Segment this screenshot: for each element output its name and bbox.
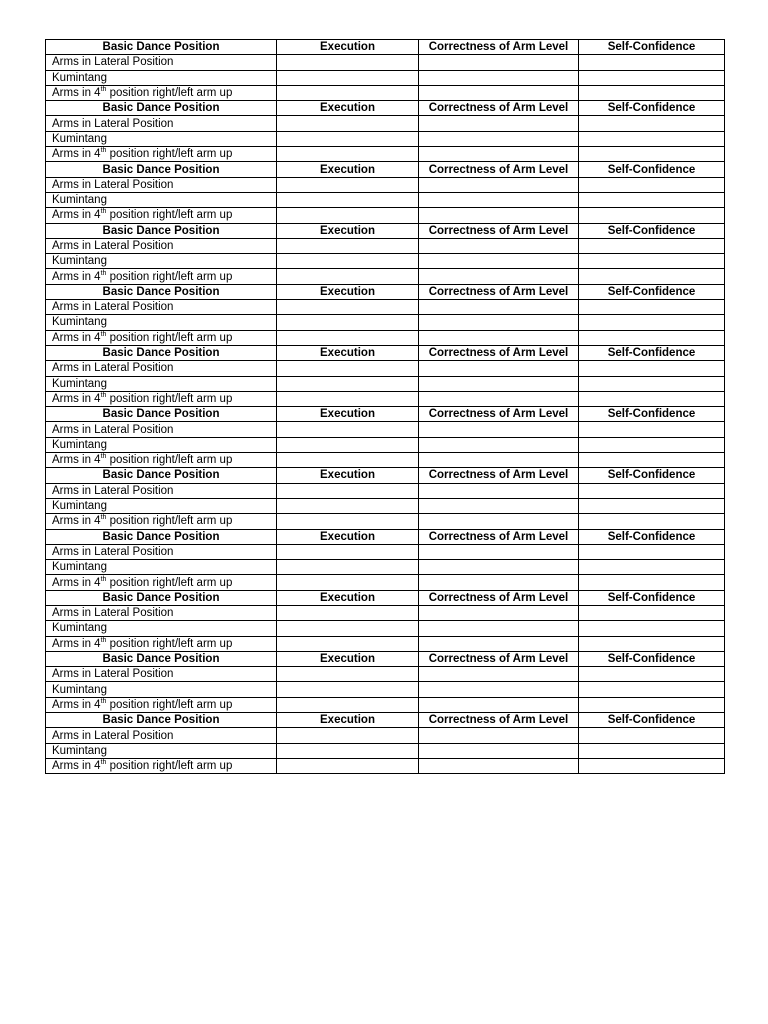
execution-score-cell[interactable] bbox=[277, 544, 419, 559]
execution-score-cell[interactable] bbox=[277, 192, 419, 207]
self-confidence-score-cell[interactable] bbox=[579, 743, 725, 758]
rubric-position-row bbox=[46, 544, 725, 559]
column-header: Correctness of Arm Level bbox=[419, 713, 579, 728]
self-confidence-score-cell[interactable] bbox=[579, 147, 725, 162]
column-header: Execution bbox=[277, 529, 419, 544]
dance-position-label bbox=[46, 391, 277, 406]
dance-position-text-rest: position right/left arm up bbox=[106, 760, 233, 773]
rubric-position-row bbox=[46, 667, 725, 682]
self-confidence-score-cell[interactable] bbox=[579, 238, 725, 253]
execution-score-cell[interactable] bbox=[277, 177, 419, 192]
arm-level-score-cell[interactable] bbox=[419, 682, 579, 697]
column-header: Basic Dance Position bbox=[46, 529, 277, 544]
self-confidence-score-cell[interactable] bbox=[579, 391, 725, 406]
dance-position-label bbox=[46, 208, 277, 223]
arm-level-score-cell[interactable] bbox=[419, 453, 579, 468]
rubric-position-row bbox=[46, 453, 725, 468]
arm-level-score-cell[interactable] bbox=[419, 422, 579, 437]
arm-level-score-cell[interactable] bbox=[419, 636, 579, 651]
execution-score-cell[interactable] bbox=[277, 621, 419, 636]
execution-score-cell[interactable] bbox=[277, 70, 419, 85]
arm-level-score-cell[interactable] bbox=[419, 391, 579, 406]
arm-level-score-cell[interactable] bbox=[419, 55, 579, 70]
rubric-position-row bbox=[46, 238, 725, 253]
rubric-header-row bbox=[46, 468, 725, 483]
self-confidence-score-cell[interactable] bbox=[579, 498, 725, 513]
dance-position-text-rest: position right/left arm up bbox=[106, 87, 233, 100]
dance-position-label: Arms in Lateral Position bbox=[46, 605, 277, 620]
rubric-position-row bbox=[46, 697, 725, 712]
rubric-position-row bbox=[46, 330, 725, 345]
ordinal-suffix: th bbox=[100, 514, 107, 522]
arm-level-score-cell[interactable] bbox=[419, 192, 579, 207]
dance-position-label bbox=[46, 330, 277, 345]
arm-level-score-cell[interactable] bbox=[419, 254, 579, 269]
rubric-position-row bbox=[46, 147, 725, 162]
self-confidence-score-cell[interactable] bbox=[579, 636, 725, 651]
column-header: Basic Dance Position bbox=[46, 40, 277, 55]
arm-level-score-cell[interactable] bbox=[419, 361, 579, 376]
execution-score-cell[interactable] bbox=[277, 636, 419, 651]
dance-position-label: Kumintang bbox=[46, 560, 277, 575]
column-header: Self-Confidence bbox=[579, 345, 725, 360]
rubric-position-row bbox=[46, 55, 725, 70]
rubric-header-row bbox=[46, 101, 725, 116]
self-confidence-score-cell[interactable] bbox=[579, 728, 725, 743]
dance-position-label bbox=[46, 514, 277, 529]
rubric-position-row bbox=[46, 483, 725, 498]
self-confidence-score-cell[interactable] bbox=[579, 177, 725, 192]
arm-level-score-cell[interactable] bbox=[419, 330, 579, 345]
self-confidence-score-cell[interactable] bbox=[579, 437, 725, 452]
self-confidence-score-cell[interactable] bbox=[579, 422, 725, 437]
self-confidence-score-cell[interactable] bbox=[579, 376, 725, 391]
arm-level-score-cell[interactable] bbox=[419, 437, 579, 452]
rubric-position-row bbox=[46, 560, 725, 575]
rubric-position-row bbox=[46, 254, 725, 269]
arm-level-score-cell[interactable] bbox=[419, 116, 579, 131]
column-header: Self-Confidence bbox=[579, 40, 725, 55]
ordinal-suffix: th bbox=[100, 330, 107, 338]
dance-position-label: Arms in Lateral Position bbox=[46, 483, 277, 498]
arm-level-score-cell[interactable] bbox=[419, 131, 579, 146]
dance-position-label bbox=[46, 697, 277, 712]
arm-level-score-cell[interactable] bbox=[419, 697, 579, 712]
column-header: Basic Dance Position bbox=[46, 407, 277, 422]
column-header: Correctness of Arm Level bbox=[419, 101, 579, 116]
arm-level-score-cell[interactable] bbox=[419, 269, 579, 284]
ordinal-suffix: th bbox=[100, 759, 107, 767]
column-header: Execution bbox=[277, 101, 419, 116]
dance-position-text: Arms in 4 bbox=[52, 331, 101, 344]
dance-position-label: Arms in Lateral Position bbox=[46, 361, 277, 376]
dance-position-label bbox=[46, 147, 277, 162]
execution-score-cell[interactable] bbox=[277, 208, 419, 223]
arm-level-score-cell[interactable] bbox=[419, 621, 579, 636]
column-header: Basic Dance Position bbox=[46, 590, 277, 605]
dance-position-label: Arms in Lateral Position bbox=[46, 238, 277, 253]
rubric-header-row bbox=[46, 407, 725, 422]
ordinal-suffix: th bbox=[100, 575, 107, 583]
column-header: Basic Dance Position bbox=[46, 284, 277, 299]
column-header: Execution bbox=[277, 468, 419, 483]
execution-score-cell[interactable] bbox=[277, 514, 419, 529]
rubric-position-row bbox=[46, 376, 725, 391]
rubric-position-row bbox=[46, 300, 725, 315]
dance-position-label: Kumintang bbox=[46, 315, 277, 330]
self-confidence-score-cell[interactable] bbox=[579, 361, 725, 376]
rubric-position-row bbox=[46, 682, 725, 697]
rubric-position-row bbox=[46, 621, 725, 636]
arm-level-score-cell[interactable] bbox=[419, 560, 579, 575]
column-header: Basic Dance Position bbox=[46, 345, 277, 360]
rubric-table-body bbox=[46, 40, 725, 774]
column-header: Self-Confidence bbox=[579, 284, 725, 299]
execution-score-cell[interactable] bbox=[277, 697, 419, 712]
arm-level-score-cell[interactable] bbox=[419, 70, 579, 85]
arm-level-score-cell[interactable] bbox=[419, 147, 579, 162]
column-header: Correctness of Arm Level bbox=[419, 407, 579, 422]
column-header: Execution bbox=[277, 651, 419, 666]
ordinal-suffix: th bbox=[100, 636, 107, 644]
arm-level-score-cell[interactable] bbox=[419, 758, 579, 773]
dance-position-label: Kumintang bbox=[46, 376, 277, 391]
column-header: Execution bbox=[277, 40, 419, 55]
dance-position-label: Kumintang bbox=[46, 682, 277, 697]
arm-level-score-cell[interactable] bbox=[419, 544, 579, 559]
dance-position-label bbox=[46, 269, 277, 284]
column-header: Self-Confidence bbox=[579, 223, 725, 238]
self-confidence-score-cell[interactable] bbox=[579, 682, 725, 697]
dance-position-text: Arms in 4 bbox=[52, 392, 101, 405]
rubric-position-row bbox=[46, 498, 725, 513]
dance-position-label bbox=[46, 758, 277, 773]
ordinal-suffix: th bbox=[100, 269, 107, 277]
rubric-position-row bbox=[46, 315, 725, 330]
arm-level-score-cell[interactable] bbox=[419, 514, 579, 529]
rubric-header-row bbox=[46, 529, 725, 544]
self-confidence-score-cell[interactable] bbox=[579, 315, 725, 330]
dance-position-label: Arms in Lateral Position bbox=[46, 55, 277, 70]
dance-position-text: Arms in 4 bbox=[52, 270, 101, 283]
rubric-header-row bbox=[46, 651, 725, 666]
dance-position-label bbox=[46, 575, 277, 590]
dance-position-text: Arms in 4 bbox=[52, 698, 101, 711]
self-confidence-score-cell[interactable] bbox=[579, 758, 725, 773]
column-header: Execution bbox=[277, 284, 419, 299]
execution-score-cell[interactable] bbox=[277, 758, 419, 773]
rubric-position-row bbox=[46, 116, 725, 131]
column-header: Execution bbox=[277, 162, 419, 177]
ordinal-suffix: th bbox=[100, 392, 107, 400]
dance-position-text: Arms in 4 bbox=[52, 760, 101, 773]
dance-position-text: Arms in 4 bbox=[52, 637, 101, 650]
dance-position-label: Kumintang bbox=[46, 131, 277, 146]
self-confidence-score-cell[interactable] bbox=[579, 330, 725, 345]
self-confidence-score-cell[interactable] bbox=[579, 575, 725, 590]
rubric-header-row bbox=[46, 162, 725, 177]
column-header: Self-Confidence bbox=[579, 407, 725, 422]
rubric-position-row bbox=[46, 391, 725, 406]
dance-position-label: Arms in Lateral Position bbox=[46, 177, 277, 192]
dance-position-label: Kumintang bbox=[46, 254, 277, 269]
execution-score-cell[interactable] bbox=[277, 55, 419, 70]
execution-score-cell[interactable] bbox=[277, 498, 419, 513]
column-header: Execution bbox=[277, 223, 419, 238]
dance-position-text: Arms in 4 bbox=[52, 515, 101, 528]
column-header: Correctness of Arm Level bbox=[419, 284, 579, 299]
rubric-position-row bbox=[46, 437, 725, 452]
rubric-position-row bbox=[46, 70, 725, 85]
rubric-position-row bbox=[46, 575, 725, 590]
execution-score-cell[interactable] bbox=[277, 422, 419, 437]
dance-position-text: Arms in 4 bbox=[52, 454, 101, 467]
arm-level-score-cell[interactable] bbox=[419, 238, 579, 253]
dance-position-label bbox=[46, 636, 277, 651]
dance-position-label: Kumintang bbox=[46, 70, 277, 85]
rubric-position-row bbox=[46, 361, 725, 376]
dance-position-label: Kumintang bbox=[46, 621, 277, 636]
self-confidence-score-cell[interactable] bbox=[579, 544, 725, 559]
self-confidence-score-cell[interactable] bbox=[579, 131, 725, 146]
column-header: Correctness of Arm Level bbox=[419, 345, 579, 360]
column-header: Basic Dance Position bbox=[46, 713, 277, 728]
column-header: Correctness of Arm Level bbox=[419, 40, 579, 55]
execution-score-cell[interactable] bbox=[277, 453, 419, 468]
column-header: Self-Confidence bbox=[579, 101, 725, 116]
rubric-table bbox=[45, 39, 725, 774]
dance-position-text-rest: position right/left arm up bbox=[106, 698, 233, 711]
arm-level-score-cell[interactable] bbox=[419, 498, 579, 513]
rubric-header-row bbox=[46, 590, 725, 605]
execution-score-cell[interactable] bbox=[277, 728, 419, 743]
rubric-position-row bbox=[46, 85, 725, 100]
rubric-position-row bbox=[46, 636, 725, 651]
self-confidence-score-cell[interactable] bbox=[579, 208, 725, 223]
execution-score-cell[interactable] bbox=[277, 300, 419, 315]
self-confidence-score-cell[interactable] bbox=[579, 70, 725, 85]
dance-position-text-rest: position right/left arm up bbox=[106, 637, 233, 650]
execution-score-cell[interactable] bbox=[277, 376, 419, 391]
self-confidence-score-cell[interactable] bbox=[579, 300, 725, 315]
self-confidence-score-cell[interactable] bbox=[579, 514, 725, 529]
ordinal-suffix: th bbox=[100, 86, 107, 94]
self-confidence-score-cell[interactable] bbox=[579, 621, 725, 636]
arm-level-score-cell[interactable] bbox=[419, 376, 579, 391]
column-header: Basic Dance Position bbox=[46, 468, 277, 483]
column-header: Execution bbox=[277, 407, 419, 422]
dance-position-label: Arms in Lateral Position bbox=[46, 422, 277, 437]
dance-position-text-rest: position right/left arm up bbox=[106, 209, 233, 222]
execution-score-cell[interactable] bbox=[277, 131, 419, 146]
dance-position-label: Kumintang bbox=[46, 743, 277, 758]
column-header: Execution bbox=[277, 590, 419, 605]
rubric-position-row bbox=[46, 758, 725, 773]
execution-score-cell[interactable] bbox=[277, 667, 419, 682]
execution-score-cell[interactable] bbox=[277, 682, 419, 697]
execution-score-cell[interactable] bbox=[277, 254, 419, 269]
column-header: Self-Confidence bbox=[579, 468, 725, 483]
ordinal-suffix: th bbox=[100, 147, 107, 155]
execution-score-cell[interactable] bbox=[277, 575, 419, 590]
self-confidence-score-cell[interactable] bbox=[579, 560, 725, 575]
dance-position-text: Arms in 4 bbox=[52, 87, 101, 100]
rubric-position-row bbox=[46, 131, 725, 146]
rubric-header-row bbox=[46, 713, 725, 728]
dance-position-text-rest: position right/left arm up bbox=[106, 576, 233, 589]
rubric-position-row bbox=[46, 208, 725, 223]
dance-position-text-rest: position right/left arm up bbox=[106, 454, 233, 467]
rubric-sheet bbox=[45, 39, 724, 774]
self-confidence-score-cell[interactable] bbox=[579, 483, 725, 498]
column-header: Correctness of Arm Level bbox=[419, 223, 579, 238]
dance-position-label: Arms in Lateral Position bbox=[46, 667, 277, 682]
dance-position-label: Kumintang bbox=[46, 437, 277, 452]
dance-position-label bbox=[46, 453, 277, 468]
ordinal-suffix: th bbox=[100, 453, 107, 461]
column-header: Basic Dance Position bbox=[46, 162, 277, 177]
self-confidence-score-cell[interactable] bbox=[579, 85, 725, 100]
execution-score-cell[interactable] bbox=[277, 437, 419, 452]
rubric-position-row bbox=[46, 605, 725, 620]
column-header: Basic Dance Position bbox=[46, 101, 277, 116]
dance-position-text-rest: position right/left arm up bbox=[106, 331, 233, 344]
dance-position-text: Arms in 4 bbox=[52, 148, 101, 161]
dance-position-label: Arms in Lateral Position bbox=[46, 544, 277, 559]
dance-position-text-rest: position right/left arm up bbox=[106, 270, 233, 283]
self-confidence-score-cell[interactable] bbox=[579, 605, 725, 620]
column-header: Correctness of Arm Level bbox=[419, 651, 579, 666]
self-confidence-score-cell[interactable] bbox=[579, 269, 725, 284]
arm-level-score-cell[interactable] bbox=[419, 208, 579, 223]
column-header: Correctness of Arm Level bbox=[419, 162, 579, 177]
arm-level-score-cell[interactable] bbox=[419, 177, 579, 192]
rubric-position-row bbox=[46, 743, 725, 758]
dance-position-label: Arms in Lateral Position bbox=[46, 116, 277, 131]
dance-position-label: Kumintang bbox=[46, 498, 277, 513]
dance-position-text: Arms in 4 bbox=[52, 209, 101, 222]
execution-score-cell[interactable] bbox=[277, 269, 419, 284]
arm-level-score-cell[interactable] bbox=[419, 605, 579, 620]
arm-level-score-cell[interactable] bbox=[419, 575, 579, 590]
column-header: Self-Confidence bbox=[579, 651, 725, 666]
column-header: Execution bbox=[277, 345, 419, 360]
execution-score-cell[interactable] bbox=[277, 560, 419, 575]
arm-level-score-cell[interactable] bbox=[419, 743, 579, 758]
rubric-position-row bbox=[46, 269, 725, 284]
dance-position-label: Kumintang bbox=[46, 192, 277, 207]
dance-position-label: Arms in Lateral Position bbox=[46, 728, 277, 743]
execution-score-cell[interactable] bbox=[277, 605, 419, 620]
dance-position-text-rest: position right/left arm up bbox=[106, 515, 233, 528]
column-header: Correctness of Arm Level bbox=[419, 590, 579, 605]
rubric-header-row bbox=[46, 40, 725, 55]
arm-level-score-cell[interactable] bbox=[419, 85, 579, 100]
rubric-position-row bbox=[46, 422, 725, 437]
dance-position-text-rest: position right/left arm up bbox=[106, 392, 233, 405]
arm-level-score-cell[interactable] bbox=[419, 667, 579, 682]
self-confidence-score-cell[interactable] bbox=[579, 55, 725, 70]
rubric-position-row bbox=[46, 728, 725, 743]
execution-score-cell[interactable] bbox=[277, 238, 419, 253]
execution-score-cell[interactable] bbox=[277, 743, 419, 758]
execution-score-cell[interactable] bbox=[277, 147, 419, 162]
rubric-position-row bbox=[46, 514, 725, 529]
execution-score-cell[interactable] bbox=[277, 116, 419, 131]
arm-level-score-cell[interactable] bbox=[419, 483, 579, 498]
column-header: Basic Dance Position bbox=[46, 223, 277, 238]
column-header: Correctness of Arm Level bbox=[419, 468, 579, 483]
arm-level-score-cell[interactable] bbox=[419, 728, 579, 743]
dance-position-label bbox=[46, 85, 277, 100]
column-header: Self-Confidence bbox=[579, 713, 725, 728]
rubric-header-row bbox=[46, 345, 725, 360]
rubric-position-row bbox=[46, 177, 725, 192]
column-header: Correctness of Arm Level bbox=[419, 529, 579, 544]
self-confidence-score-cell[interactable] bbox=[579, 453, 725, 468]
execution-score-cell[interactable] bbox=[277, 315, 419, 330]
dance-position-label: Arms in Lateral Position bbox=[46, 300, 277, 315]
self-confidence-score-cell[interactable] bbox=[579, 116, 725, 131]
column-header: Self-Confidence bbox=[579, 590, 725, 605]
arm-level-score-cell[interactable] bbox=[419, 300, 579, 315]
rubric-position-row bbox=[46, 192, 725, 207]
dance-position-text-rest: position right/left arm up bbox=[106, 148, 233, 161]
execution-score-cell[interactable] bbox=[277, 330, 419, 345]
self-confidence-score-cell[interactable] bbox=[579, 667, 725, 682]
column-header: Self-Confidence bbox=[579, 529, 725, 544]
self-confidence-score-cell[interactable] bbox=[579, 254, 725, 269]
ordinal-suffix: th bbox=[100, 698, 107, 706]
execution-score-cell[interactable] bbox=[277, 361, 419, 376]
rubric-header-row bbox=[46, 223, 725, 238]
self-confidence-score-cell[interactable] bbox=[579, 697, 725, 712]
column-header: Self-Confidence bbox=[579, 162, 725, 177]
execution-score-cell[interactable] bbox=[277, 85, 419, 100]
ordinal-suffix: th bbox=[100, 208, 107, 216]
execution-score-cell[interactable] bbox=[277, 391, 419, 406]
arm-level-score-cell[interactable] bbox=[419, 315, 579, 330]
dance-position-text: Arms in 4 bbox=[52, 576, 101, 589]
column-header: Execution bbox=[277, 713, 419, 728]
column-header: Basic Dance Position bbox=[46, 651, 277, 666]
self-confidence-score-cell[interactable] bbox=[579, 192, 725, 207]
rubric-header-row bbox=[46, 284, 725, 299]
execution-score-cell[interactable] bbox=[277, 483, 419, 498]
